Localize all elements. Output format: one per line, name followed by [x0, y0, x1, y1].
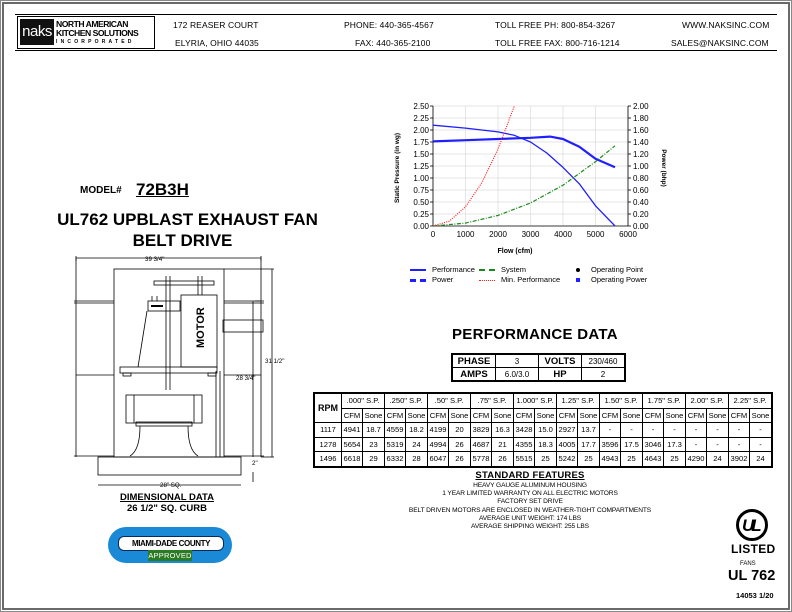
- svg-text:MOTOR: MOTOR: [195, 307, 207, 348]
- fan-dimensional-drawing: [60, 250, 320, 490]
- fax: FAX: 440-365-2100: [355, 38, 431, 48]
- sone-header: Sone: [449, 408, 471, 423]
- svg-text:1.25: 1.25: [413, 162, 429, 171]
- feature-item: 1 YEAR LIMITED WARRANTY ON ALL ELECTRIC MOTORS: [442, 490, 618, 498]
- table-cell: 3596: [600, 437, 621, 452]
- svg-text:28 3/4": 28 3/4": [236, 375, 256, 382]
- svg-text:0.00: 0.00: [413, 222, 429, 231]
- svg-text:2.25: 2.25: [413, 114, 429, 123]
- table-cell: 4355: [514, 437, 535, 452]
- feature-item: HEAVY GAUGE ALUMINUM HOUSING: [473, 482, 587, 489]
- table-cell: 25: [621, 452, 643, 467]
- table-cell: 3902: [729, 452, 750, 467]
- address-line1: 172 REASER COURT: [173, 20, 259, 30]
- legend-power: Power: [410, 275, 453, 284]
- header-top-rule: [15, 14, 777, 15]
- table-cell: 23: [363, 437, 385, 452]
- feature-item: BELT DRIVEN MOTORS ARE ENCLOSED IN WEATHER-TIGHT COMPARTMENTS: [408, 506, 652, 514]
- table-cell: -: [686, 423, 707, 438]
- svg-text:6000: 6000: [619, 230, 637, 239]
- svg-text:1.50: 1.50: [413, 150, 429, 159]
- table-cell: 17.7: [578, 437, 600, 452]
- table-cell: 4199: [428, 423, 449, 438]
- svg-text:0: 0: [430, 230, 436, 239]
- sp-header: 2.00" S.P.: [686, 393, 729, 408]
- svg-text:31 1/2": 31 1/2": [265, 358, 285, 365]
- table-cell: 4643: [643, 452, 664, 467]
- sone-header: Sone: [363, 408, 385, 423]
- svg-text:0.75: 0.75: [413, 186, 429, 195]
- table-cell: 25: [535, 452, 557, 467]
- chart-xlabel: Flow (cfm): [497, 248, 533, 255]
- svg-text:2.00: 2.00: [633, 102, 649, 111]
- badge-approved: APPROVED: [148, 551, 192, 560]
- table-cell: 5242: [557, 452, 578, 467]
- standard-features: [380, 470, 680, 531]
- table-row: [314, 437, 772, 452]
- table-cell: 5319: [385, 437, 406, 452]
- rpm-value: 1278: [314, 437, 342, 452]
- cfm-header: CFM: [643, 408, 664, 423]
- phase-label: PHASE: [452, 354, 496, 368]
- table-cell: 28: [406, 452, 428, 467]
- amps-value: 6.0/3.0: [496, 368, 539, 382]
- table-cell: 3046: [643, 437, 664, 452]
- company-logo: [17, 16, 155, 49]
- table-cell: 4943: [600, 452, 621, 467]
- svg-text:1.75: 1.75: [413, 138, 429, 147]
- cfm-header: CFM: [600, 408, 621, 423]
- sone-header: Sone: [621, 408, 643, 423]
- table-cell: 5515: [514, 452, 535, 467]
- table-cell: 17.3: [664, 437, 686, 452]
- sone-header: Sone: [578, 408, 600, 423]
- volts-label: VOLTS: [539, 354, 582, 368]
- sp-header: .250" S.P.: [385, 393, 428, 408]
- svg-text:3000: 3000: [521, 230, 540, 239]
- rpm-header: RPM: [314, 393, 342, 423]
- toll-free-fax: TOLL FREE FAX: 800-716-1214: [495, 38, 620, 48]
- table-cell: 3428: [514, 423, 535, 438]
- cfm-header: CFM: [514, 408, 535, 423]
- svg-text:0.40: 0.40: [633, 198, 649, 207]
- table-row: [314, 423, 772, 438]
- svg-text:1.80: 1.80: [633, 114, 649, 123]
- miami-dade-badge: [108, 527, 232, 563]
- sp-header: .75" S.P.: [471, 393, 514, 408]
- table-cell: 18.3: [535, 437, 557, 452]
- table-cell: 26: [492, 452, 514, 467]
- phone: PHONE: 440-365-4567: [344, 20, 434, 30]
- legend-min-performance: Min. Performance: [479, 275, 560, 284]
- series-power: [433, 137, 615, 168]
- electrical-spec-table: [451, 353, 626, 382]
- svg-text:2.50: 2.50: [413, 102, 429, 111]
- sone-header: Sone: [707, 408, 729, 423]
- svg-text:1.60: 1.60: [633, 126, 649, 135]
- table-cell: 29: [363, 452, 385, 467]
- sone-header: Sone: [750, 408, 773, 423]
- svg-text:0.80: 0.80: [633, 174, 649, 183]
- table-cell: -: [707, 423, 729, 438]
- sone-header: Sone: [406, 408, 428, 423]
- dimensional-data-heading: DIMENSIONAL DATA: [120, 492, 214, 503]
- table-cell: -: [664, 423, 686, 438]
- logo-line1: NORTH AMERICAN: [56, 19, 128, 29]
- cfm-header: CFM: [557, 408, 578, 423]
- email-link[interactable]: SALES@NAKSINC.COM: [671, 38, 769, 48]
- sone-header: Sone: [535, 408, 557, 423]
- performance-data-heading: PERFORMANCE DATA: [452, 326, 618, 343]
- svg-text:0.00: 0.00: [633, 222, 649, 231]
- product-title: UL762 UPBLAST EXHAUST FAN: [57, 210, 318, 229]
- table-cell: 18.7: [363, 423, 385, 438]
- feature-item: AVERAGE UNIT WEIGHT: 174 LBS: [478, 514, 582, 522]
- logo-line3: INCORPORATED: [56, 39, 135, 45]
- table-cell: 4290: [686, 452, 707, 467]
- ul-category: FANS: [740, 561, 756, 567]
- table-cell: 6618: [342, 452, 363, 467]
- table-cell: 17.5: [621, 437, 643, 452]
- model-number: 72B3H: [136, 180, 189, 199]
- rpm-performance-table: [313, 392, 773, 468]
- svg-text:1.00: 1.00: [633, 162, 649, 171]
- svg-text:0.50: 0.50: [413, 198, 429, 207]
- features-heading: STANDARD FEATURES: [475, 470, 585, 481]
- ul-listed-icon: UL: [736, 509, 768, 541]
- table-cell: 18.2: [406, 423, 428, 438]
- table-cell: -: [621, 423, 643, 438]
- svg-text:1.00: 1.00: [413, 174, 429, 183]
- ul-listed-text: LISTED: [731, 542, 776, 556]
- table-cell: 24: [707, 452, 729, 467]
- logo-mark: naks: [20, 19, 54, 45]
- legend-operating-power: Operating Power: [576, 275, 647, 284]
- svg-text:5000: 5000: [586, 230, 605, 239]
- hp-value: 2: [582, 368, 626, 382]
- table-cell: 26: [449, 437, 471, 452]
- table-cell: 25: [664, 452, 686, 467]
- table-cell: -: [750, 423, 773, 438]
- phase-value: 3: [496, 354, 539, 368]
- table-cell: 3829: [471, 423, 492, 438]
- table-cell: -: [729, 423, 750, 438]
- badge-county: MIAMI-DADE COUNTY: [118, 536, 224, 551]
- table-cell: -: [643, 423, 664, 438]
- rpm-value: 1117: [314, 423, 342, 438]
- chart-ylabel: Static Pressure (in wg): [394, 132, 401, 204]
- svg-text:0.60: 0.60: [633, 186, 649, 195]
- table-cell: 6047: [428, 452, 449, 467]
- sp-header: .000" S.P.: [342, 393, 385, 408]
- model-label: MODEL#: [80, 185, 122, 196]
- table-cell: 16.3: [492, 423, 514, 438]
- svg-text:4000: 4000: [554, 230, 572, 239]
- table-cell: -: [686, 437, 707, 452]
- svg-text:28" SQ.: 28" SQ.: [160, 482, 182, 489]
- hp-label: HP: [539, 368, 582, 382]
- document-code: 14053 1/20: [736, 591, 774, 600]
- svg-text:2": 2": [252, 460, 258, 467]
- cfm-header: CFM: [686, 408, 707, 423]
- logo-line2: KITCHEN SOLUTIONS: [56, 28, 139, 38]
- table-cell: 6332: [385, 452, 406, 467]
- sp-header: 2.25" S.P.: [729, 393, 773, 408]
- table-cell: 15.0: [535, 423, 557, 438]
- table-cell: 4005: [557, 437, 578, 452]
- performance-chart: [385, 98, 675, 263]
- cfm-header: CFM: [471, 408, 492, 423]
- table-cell: 24: [750, 452, 773, 467]
- legend-operating-point: Operating Point: [576, 265, 643, 274]
- table-cell: 4687: [471, 437, 492, 452]
- table-cell: 5778: [471, 452, 492, 467]
- table-cell: 24: [406, 437, 428, 452]
- sp-header: .50" S.P.: [428, 393, 471, 408]
- sone-header: Sone: [664, 408, 686, 423]
- svg-text:0.25: 0.25: [413, 210, 429, 219]
- toll-free-phone: TOLL FREE PH: 800-854-3267: [495, 20, 616, 30]
- table-cell: 5654: [342, 437, 363, 452]
- chart-y2label: Power (bhp): [660, 149, 667, 187]
- table-row: [314, 452, 772, 467]
- ul-standard: UL 762: [728, 568, 776, 584]
- feature-item: FACTORY SET DRIVE: [497, 498, 563, 506]
- website-link[interactable]: WWW.NAKSINC.COM: [682, 20, 770, 30]
- curb-size: 26 1/2" SQ. CURB: [127, 503, 208, 514]
- product-subtitle: BELT DRIVE: [132, 231, 233, 250]
- cfm-header: CFM: [385, 408, 406, 423]
- table-cell: 21: [492, 437, 514, 452]
- svg-text:39 3/4": 39 3/4": [145, 256, 165, 263]
- header-bottom-rule: [15, 50, 777, 51]
- cfm-header: CFM: [342, 408, 363, 423]
- table-cell: -: [707, 437, 729, 452]
- table-cell: 26: [449, 452, 471, 467]
- feature-item: AVERAGE SHIPPING WEIGHT: 255 LBS: [471, 523, 589, 531]
- svg-text:2000: 2000: [489, 230, 507, 239]
- rpm-value: 1496: [314, 452, 342, 467]
- svg-text:0.20: 0.20: [633, 210, 649, 219]
- sp-header: 1.000" S.P.: [514, 393, 557, 408]
- volts-value: 230/460: [582, 354, 626, 368]
- sp-header: 1.50" S.P.: [600, 393, 643, 408]
- amps-label: AMPS: [452, 368, 496, 382]
- address-line2: ELYRIA, OHIO 44035: [175, 38, 259, 48]
- sp-header: 1.75" S.P.: [643, 393, 686, 408]
- table-cell: -: [750, 437, 773, 452]
- table-cell: 4559: [385, 423, 406, 438]
- svg-text:1.40: 1.40: [633, 138, 649, 147]
- table-cell: 20: [449, 423, 471, 438]
- cfm-header: CFM: [729, 408, 750, 423]
- table-cell: 13.7: [578, 423, 600, 438]
- table-cell: -: [729, 437, 750, 452]
- table-cell: 2927: [557, 423, 578, 438]
- cfm-header: CFM: [428, 408, 449, 423]
- svg-text:1000: 1000: [456, 230, 475, 239]
- legend-system: System: [479, 265, 526, 274]
- legend-performance: Performance: [410, 265, 475, 274]
- table-cell: 4994: [428, 437, 449, 452]
- sp-header: 1.25" S.P.: [557, 393, 600, 408]
- svg-text:1.20: 1.20: [633, 150, 649, 159]
- table-cell: 25: [578, 452, 600, 467]
- table-cell: 4941: [342, 423, 363, 438]
- table-cell: -: [600, 423, 621, 438]
- sone-header: Sone: [492, 408, 514, 423]
- svg-text:2.00: 2.00: [413, 126, 429, 135]
